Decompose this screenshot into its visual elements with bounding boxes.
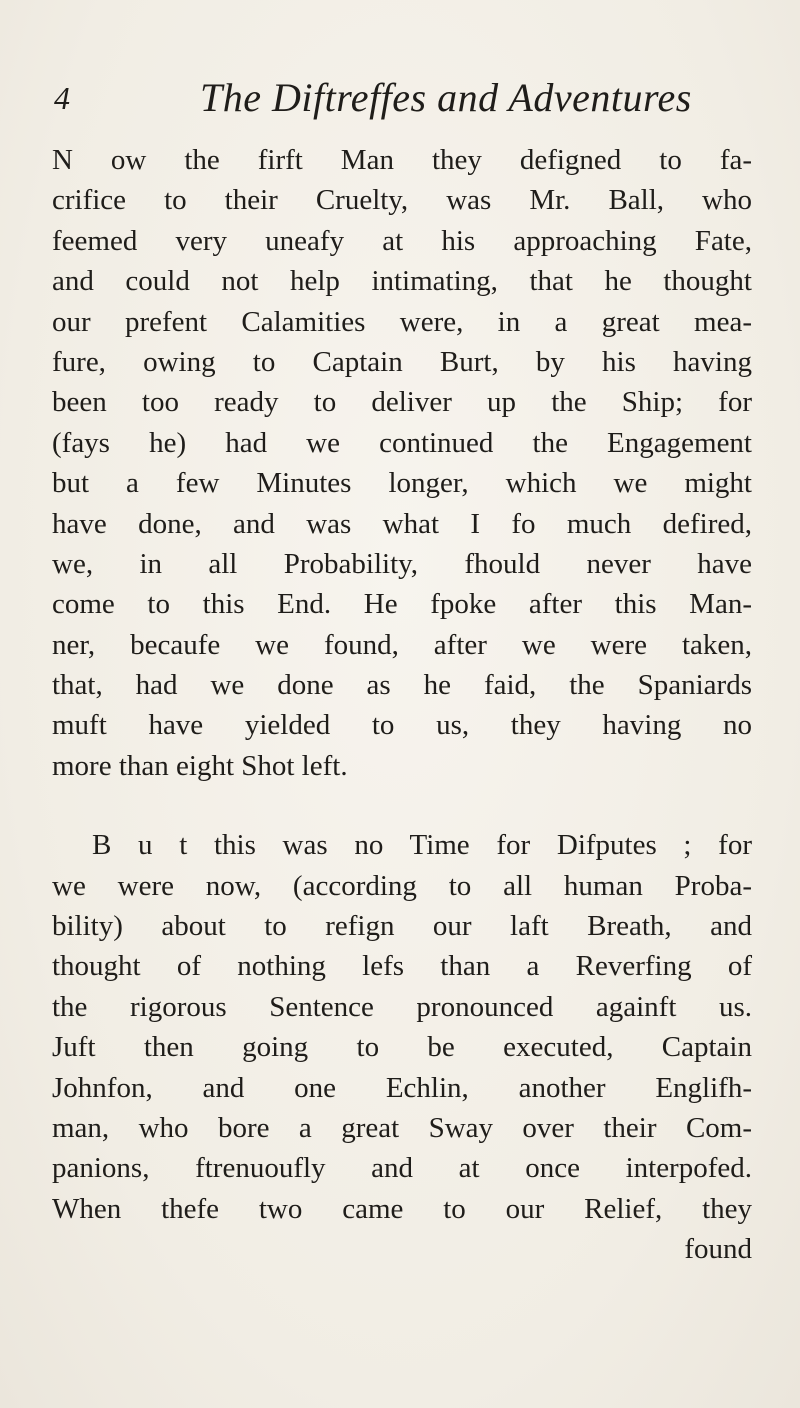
text-line: we, in all Probability, fhould never have (52, 547, 752, 580)
text-line: muft have yielded to us, they having no (52, 709, 752, 742)
body-text (52, 140, 752, 1270)
text-line: thought of nothing lefs than a Reverfing of (52, 950, 752, 983)
text-line: more than eight Shot left. (52, 749, 348, 782)
text-line: and could not help intimating, that he thought (52, 265, 752, 298)
catchword: found (684, 1233, 752, 1266)
text-line: ner, becaufe we found, after we were taken, (52, 628, 752, 661)
text-line: N ow the firft Man they defigned to fa- (52, 144, 752, 176)
text-line: but a few Minutes longer, which we might (52, 467, 752, 500)
text-line: man, who bore a great Sway over their Com- (52, 1111, 752, 1144)
page-number: 4 (54, 80, 70, 116)
text-line: Johnfon, and one Echlin, another Englifh- (52, 1071, 752, 1104)
paragraph-2 (52, 825, 752, 1229)
text-line: When thefe two came to our Relief, they (52, 1192, 752, 1225)
text-line: feemed very uneafy at his approaching Fate, (52, 224, 752, 257)
text-line: B u t this was no Time for Difputes ; for (92, 829, 752, 862)
text-line: (fays he) had we continued the Engagement (52, 426, 752, 459)
text-line: crifice to their Cruelty, was Mr. Ball, who (52, 184, 752, 217)
text-line: been too ready to deliver up the Ship; for (52, 386, 752, 419)
paragraph-1 (52, 140, 752, 786)
page-header (50, 72, 750, 132)
text-line: that, had we done as he faid, the Spaniards (52, 669, 752, 702)
text-line: panions, ftrenuoufly and at once interpofed. (52, 1152, 752, 1185)
text-line: bility) about to refign our laft Breath, and (52, 910, 752, 943)
text-line: have done, and was what I fo much defired, (52, 507, 752, 540)
text-line: come to this End. He fpoke after this Man- (52, 588, 752, 621)
paragraph-gap (52, 786, 752, 825)
text-line: Juft then going to be executed, Captain (52, 1031, 752, 1064)
running-title: The Diftreffes and Adventures (200, 75, 692, 120)
text-line: fure, owing to Captain Burt, by his having (52, 345, 752, 378)
text-line: the rigorous Sentence pronounced againft us. (52, 990, 752, 1023)
text-line: we were now, (according to all human Proba- (52, 869, 752, 902)
text-line: our prefent Calamities were, in a great mea- (52, 305, 752, 338)
